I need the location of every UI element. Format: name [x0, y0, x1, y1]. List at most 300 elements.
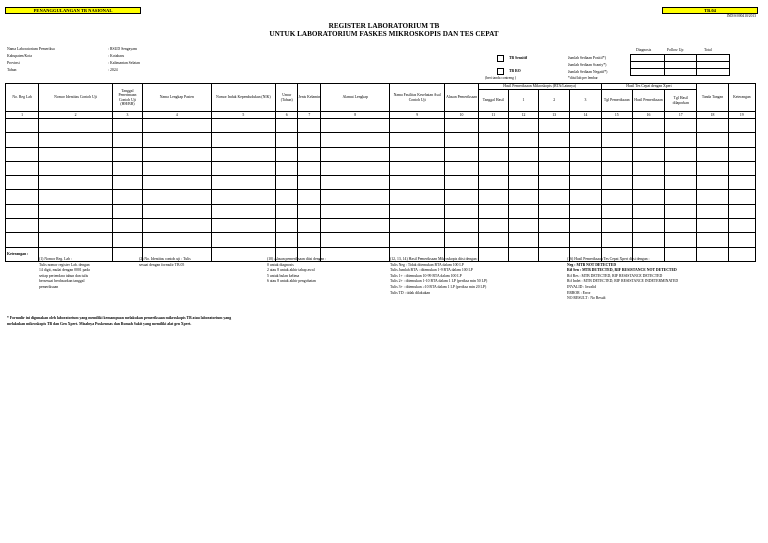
table-row	[6, 133, 756, 147]
col-num: 4	[143, 112, 212, 119]
note-line: sesuai dengan formulir TB.05	[139, 262, 185, 267]
th-no-identitas: Nomor Identitas Contoh Uji	[39, 84, 113, 112]
table-cell[interactable]	[539, 147, 570, 161]
table-cell[interactable]	[39, 147, 113, 161]
note-line: (12, 13, 14) Hasil Pemeriksaan Mikroskopis diisi dengan :	[390, 257, 479, 261]
table-cell[interactable]	[445, 176, 478, 190]
table-cell[interactable]	[632, 219, 664, 233]
table-cell[interactable]	[276, 176, 298, 190]
table-cell[interactable]	[697, 204, 728, 218]
table-cell[interactable]	[508, 176, 538, 190]
table-cell[interactable]	[697, 133, 728, 147]
count-negatif-label: Jumlah Sediaan Negatif*)	[568, 70, 608, 74]
table-cell[interactable]	[276, 219, 298, 233]
table-cell[interactable]	[389, 147, 444, 161]
table-cell[interactable]	[478, 204, 508, 218]
table-cell[interactable]	[570, 233, 601, 247]
th-group-mikroskopis: Hasil Pemeriksaan Mikroskopis (BTA/Lainnya)	[478, 84, 601, 90]
th-jenis-kelamin: Jenis Kelamin	[298, 84, 321, 112]
table-cell[interactable]	[478, 219, 508, 233]
table-cell[interactable]	[508, 247, 538, 261]
notes-col4	[390, 257, 487, 296]
table-cell[interactable]	[211, 147, 276, 161]
table-cell[interactable]	[508, 204, 538, 218]
col-num: 1	[6, 112, 39, 119]
table-row	[6, 161, 756, 175]
table-body	[6, 119, 756, 262]
table-cell[interactable]	[601, 119, 632, 133]
table-cell[interactable]	[389, 204, 444, 218]
table-cell[interactable]	[697, 247, 728, 261]
note-line: Neg : MTB NOT DETECTED	[567, 262, 617, 267]
table-cell[interactable]	[632, 133, 664, 147]
col-num: 11	[478, 112, 508, 119]
footnote-line: * Formulir ini digunakan oleh laboratorium yang memiliki kemampuan melakukan pemeriksaan mikroskopis TB atau laboratorium yang	[7, 316, 232, 320]
table-row	[6, 119, 756, 133]
table-cell[interactable]	[445, 161, 478, 175]
count-hint: *diisi/lab per lembar	[568, 76, 598, 80]
col-num: 3	[112, 112, 142, 119]
table-cell[interactable]	[539, 219, 570, 233]
table-cell[interactable]	[728, 233, 755, 247]
th-nama: Nama Lengkap Pasien	[143, 84, 212, 112]
table-cell[interactable]	[478, 233, 508, 247]
table-row	[6, 190, 756, 204]
table-cell[interactable]	[298, 133, 321, 147]
table-cell[interactable]	[665, 133, 697, 147]
table-cell[interactable]	[276, 147, 298, 161]
table-cell[interactable]	[321, 190, 390, 204]
info-lab-label: Nama Laboratorium Pemeriksa	[7, 47, 55, 51]
table-cell[interactable]	[39, 233, 113, 247]
note-line: INVALID : Invalid	[567, 284, 597, 289]
table-cell[interactable]	[39, 176, 113, 190]
table-cell[interactable]	[276, 161, 298, 175]
table-cell[interactable]	[112, 119, 142, 133]
info-tahun-label: Tahun	[7, 68, 17, 72]
table-cell[interactable]	[728, 147, 755, 161]
table-cell[interactable]	[143, 176, 212, 190]
table-cell[interactable]	[143, 119, 212, 133]
table-cell[interactable]	[539, 204, 570, 218]
table-cell[interactable]	[570, 176, 601, 190]
program-label: PENANGGULANGAN TB NASIONAL	[5, 7, 141, 14]
table-cell[interactable]	[112, 147, 142, 161]
table-cell[interactable]	[697, 233, 728, 247]
th-m1: 1	[508, 90, 538, 112]
table-cell[interactable]	[39, 190, 113, 204]
table-cell[interactable]	[298, 190, 321, 204]
table-cell[interactable]	[6, 176, 39, 190]
table-cell[interactable]	[39, 133, 113, 147]
table-cell[interactable]	[697, 219, 728, 233]
table-cell[interactable]	[389, 133, 444, 147]
table-cell[interactable]	[728, 161, 755, 175]
table-cell[interactable]	[211, 204, 276, 218]
col-num: 17	[665, 112, 697, 119]
table-cell[interactable]	[601, 161, 632, 175]
form-code: TB.04	[662, 7, 758, 14]
table-cell[interactable]	[508, 219, 538, 233]
table-cell[interactable]	[508, 133, 538, 147]
info-kab-text: Kotabaru	[110, 54, 125, 58]
table-cell[interactable]	[389, 233, 444, 247]
table-row	[6, 204, 756, 218]
table-cell[interactable]	[632, 119, 664, 133]
table-cell[interactable]	[389, 176, 444, 190]
table-cell[interactable]	[478, 190, 508, 204]
table-cell[interactable]	[665, 161, 697, 175]
table-cell[interactable]	[112, 204, 142, 218]
col-num: 14	[570, 112, 601, 119]
table-cell[interactable]	[478, 161, 508, 175]
table-cell[interactable]	[143, 161, 212, 175]
table-cell[interactable]	[445, 219, 478, 233]
th-tanda-tangan: Tanda Tangan	[697, 84, 728, 112]
count-scanty-label: Jumlah Sediaan Scanty*)	[568, 63, 607, 67]
table-cell[interactable]	[6, 161, 39, 175]
table-cell[interactable]	[570, 161, 601, 175]
tb-sensitif-label: TB Sensitif	[509, 56, 528, 60]
table-cell[interactable]	[143, 233, 212, 247]
info-prov-label: Provinsi	[7, 61, 20, 65]
table-cell[interactable]	[276, 190, 298, 204]
table-cell[interactable]	[478, 147, 508, 161]
col-num: 12	[508, 112, 538, 119]
table-cell[interactable]	[321, 247, 390, 261]
table-cell[interactable]	[539, 119, 570, 133]
table-cell[interactable]	[728, 247, 755, 261]
note-line: Tulis 2+ : ditemukan 1-10 BTA dalam 1 LP (periksa min 50 LP)	[390, 279, 488, 284]
note-line: 0 untuk diagnosis	[267, 262, 294, 267]
col-total-label: Total	[704, 48, 712, 52]
info-lab-value: : RSUD Sengayam	[108, 47, 137, 51]
table-cell[interactable]	[508, 190, 538, 204]
table-cell[interactable]	[601, 176, 632, 190]
table-cell[interactable]	[143, 204, 212, 218]
table-cell[interactable]	[6, 147, 39, 161]
th-tgl-dilaporkan: Tgl Hasil dilaporkan	[665, 90, 697, 112]
table-cell[interactable]	[601, 133, 632, 147]
th-hasil-pemeriksaan: Hasil Pemeriksaan	[632, 90, 664, 112]
page-title: REGISTER LABORATORIUM TB	[328, 22, 440, 30]
table-cell[interactable]	[143, 147, 212, 161]
table-cell[interactable]	[211, 190, 276, 204]
table-cell[interactable]	[321, 219, 390, 233]
note-line: (16) Hasil Pemeriksaan Tes Cepat Xpert diisi dengan :	[567, 257, 650, 261]
table-row	[6, 147, 756, 161]
note-line: 14 digit, mulai dengan 0001 pada	[39, 268, 90, 273]
page-subtitle: UNTUK LABORATORIUM FASKES MIKROSKOPIS DAN TES CEPAT	[269, 30, 499, 38]
table-cell[interactable]	[539, 247, 570, 261]
table-cell[interactable]	[143, 190, 212, 204]
table-cell[interactable]	[665, 233, 697, 247]
notes-col3	[267, 257, 326, 285]
table-cell[interactable]	[389, 161, 444, 175]
table-row	[6, 233, 756, 247]
table-cell[interactable]	[112, 190, 142, 204]
table-cell[interactable]	[539, 190, 570, 204]
footnote	[7, 315, 231, 327]
table-cell[interactable]	[6, 233, 39, 247]
table-cell[interactable]	[508, 161, 538, 175]
table-cell[interactable]	[697, 147, 728, 161]
note-line: Tulis 1+ : ditemukan 10-99 BTA dalam 100 LP	[390, 273, 462, 278]
table-cell[interactable]	[321, 204, 390, 218]
note-line: bersesuai berdasarkan tanggal	[39, 279, 85, 284]
th-keterangan: Keterangan	[728, 84, 755, 112]
table-cell[interactable]	[276, 233, 298, 247]
table-cell[interactable]	[211, 119, 276, 133]
note-line: 6 atau 8 untuk akhir pengobatan	[267, 279, 316, 284]
table-cell[interactable]	[39, 204, 113, 218]
table-cell[interactable]	[539, 133, 570, 147]
note-line: Tulis Neg : Tidak ditemukan BTA dalam 100 LP	[390, 262, 464, 267]
th-tgl-pemeriksaan: Tgl Pemeriksaan	[601, 90, 632, 112]
table-cell[interactable]	[728, 219, 755, 233]
th-m2: 2	[539, 90, 570, 112]
table-cell[interactable]	[665, 176, 697, 190]
table-cell[interactable]	[6, 133, 39, 147]
note-line: (2) No. Identitas contoh uji : Tulis	[139, 257, 191, 261]
table-cell[interactable]	[298, 204, 321, 218]
table-cell[interactable]	[321, 233, 390, 247]
table-cell[interactable]	[728, 133, 755, 147]
table-cell[interactable]	[6, 119, 39, 133]
info-lab-text: RSUD Sengayam	[110, 47, 137, 51]
table-cell[interactable]	[276, 204, 298, 218]
col-num: 10	[445, 112, 478, 119]
col-num: 8	[321, 112, 390, 119]
note-line: 5 untuk bulan kelima	[267, 273, 300, 278]
th-nik: Nomor Induk Kependudukan (NIK)	[211, 84, 276, 112]
table-cell[interactable]	[478, 133, 508, 147]
info-prov-value: : Kalimantan Selatan	[108, 61, 140, 65]
table-cell[interactable]	[601, 190, 632, 204]
note-line: (10) Alasan pemeriksaan diisi dengan :	[267, 257, 327, 261]
col-num: 2	[39, 112, 113, 119]
table-cell[interactable]	[445, 190, 478, 204]
tb-ro-label: TB RO	[509, 69, 521, 73]
note-line: pemeriksaan	[39, 284, 59, 289]
table-cell[interactable]	[478, 176, 508, 190]
table-cell[interactable]	[211, 233, 276, 247]
info-kab-value: : Kotabaru	[108, 54, 125, 58]
table-cell[interactable]	[478, 119, 508, 133]
col-followup-label: Follow Up	[667, 48, 684, 52]
th-group-xpert: Hasil Tes Cepat dengan Xpert	[601, 84, 697, 90]
th-tgl-hasil: Tanggal Hasil	[478, 90, 508, 112]
table-cell[interactable]	[601, 204, 632, 218]
table-cell[interactable]	[539, 176, 570, 190]
table-cell[interactable]	[570, 119, 601, 133]
table-cell[interactable]	[211, 176, 276, 190]
table-cell[interactable]	[632, 190, 664, 204]
th-alamat: Alamat Lengkap	[321, 84, 390, 112]
table-cell[interactable]	[276, 119, 298, 133]
table-row	[6, 219, 756, 233]
table-cell[interactable]	[389, 190, 444, 204]
note-line: Tulis nomor register Lab. dengan	[39, 262, 90, 267]
table-cell[interactable]	[632, 233, 664, 247]
table-cell[interactable]	[445, 204, 478, 218]
info-tahun-text: 2024	[110, 68, 118, 72]
note-line: Tulis Jumlah BTA : ditemukan 1-9 BTA dalam 100 LP	[390, 268, 473, 273]
register-table	[5, 83, 756, 262]
th-faskes-asal: Nama Fasilitas Kesehatan Asal Contoh Uji	[389, 84, 444, 112]
count-grid-line	[696, 54, 697, 76]
table-cell[interactable]	[632, 147, 664, 161]
notes-col5	[567, 257, 678, 302]
table-cell[interactable]	[697, 176, 728, 190]
table-cell[interactable]	[211, 219, 276, 233]
table-cell[interactable]	[508, 119, 538, 133]
th-m3: 3	[570, 90, 601, 112]
count-grid-line	[664, 54, 665, 76]
info-kab-label: Kabupaten/Kota	[7, 54, 32, 58]
th-umur: Umur (Tahun)	[276, 84, 298, 112]
table-cell[interactable]	[697, 119, 728, 133]
table-cell[interactable]	[321, 147, 390, 161]
table-cell[interactable]	[112, 233, 142, 247]
table-cell[interactable]	[728, 204, 755, 218]
note-line: Tulis TD : tidak dilakukan	[390, 290, 431, 295]
note-line: NO RESULT : No Result	[567, 296, 606, 301]
table-cell[interactable]	[39, 219, 113, 233]
th-tgl-penerimaan: Tanggal Penerimaan Contoh Uji (HH/BB)	[112, 84, 142, 112]
table-cell[interactable]	[276, 133, 298, 147]
footnote-line: melakukan mikroskopis TB dan Gen Xpert. Misalnya Puskesmas dan Rumah Sakit yang memiliki alat gen Xpert.	[7, 322, 192, 326]
col-num: 19	[728, 112, 755, 119]
table-cell[interactable]	[632, 176, 664, 190]
table-cell[interactable]	[570, 133, 601, 147]
table-cell[interactable]	[445, 233, 478, 247]
table-cell[interactable]	[112, 219, 142, 233]
table-cell[interactable]	[665, 219, 697, 233]
count-grid-line	[630, 68, 730, 69]
table-cell[interactable]	[298, 119, 321, 133]
column-number-row	[6, 112, 756, 119]
table-cell[interactable]	[728, 176, 755, 190]
table-cell[interactable]	[298, 219, 321, 233]
table-cell[interactable]	[112, 133, 142, 147]
table-cell[interactable]	[445, 147, 478, 161]
table-cell[interactable]	[665, 190, 697, 204]
info-prov-text: Kalimantan Selatan	[110, 61, 140, 65]
note-line: Rif Indet : MTB DETECTED, RIF RESISTANCE INDETERMINATED	[567, 279, 679, 284]
table-cell[interactable]	[728, 190, 755, 204]
table-cell[interactable]	[697, 190, 728, 204]
col-num: 15	[601, 112, 632, 119]
count-grid	[630, 54, 730, 76]
th-no-reg-lab: No. Reg Lab	[6, 84, 39, 112]
table-cell[interactable]	[298, 233, 321, 247]
table-cell[interactable]	[321, 161, 390, 175]
col-num: 6	[276, 112, 298, 119]
table-cell[interactable]	[632, 204, 664, 218]
table-cell[interactable]	[445, 133, 478, 147]
table-cell[interactable]	[389, 119, 444, 133]
table-cell[interactable]	[143, 219, 212, 233]
col-num: 16	[632, 112, 664, 119]
table-cell[interactable]	[508, 233, 538, 247]
table-cell[interactable]	[321, 119, 390, 133]
table-cell[interactable]	[143, 133, 212, 147]
table-cell[interactable]	[601, 233, 632, 247]
note-line: Rif Res : MTB DETECTED, RIF RESISTANCE DETECTED	[567, 273, 663, 278]
checkbox-hint: (beri tanda contreng )	[485, 76, 517, 80]
th-alasan: Alasan Pemeriksaan	[445, 84, 478, 112]
table-cell[interactable]	[665, 119, 697, 133]
doc-number: IND/S/000410/2013	[726, 14, 756, 18]
table-row	[6, 176, 756, 190]
note-line: (1) Nomor Reg. Lab :	[39, 257, 73, 261]
col-num: 9	[389, 112, 444, 119]
table-cell[interactable]	[211, 133, 276, 147]
table-cell[interactable]	[728, 119, 755, 133]
col-num: 18	[697, 112, 728, 119]
col-diagnosis-label: Diagnosis	[636, 48, 652, 52]
tb-sensitif-checkbox[interactable]	[497, 55, 504, 62]
table-cell[interactable]	[570, 190, 601, 204]
col-num: 7	[298, 112, 321, 119]
note-line: 2 atau 8 untuk akhir tahap awal	[267, 268, 315, 273]
table-cell[interactable]	[298, 147, 321, 161]
table-cell[interactable]	[601, 219, 632, 233]
table-cell[interactable]	[665, 204, 697, 218]
table-cell[interactable]	[570, 147, 601, 161]
table-cell[interactable]	[570, 204, 601, 218]
note-line: Tulis 3+ : ditemukan ≥10 BTA dalam 1 LP (periksa min 20 LP)	[390, 284, 487, 289]
count-grid-line	[630, 61, 730, 62]
col-num: 5	[211, 112, 276, 119]
note-line: setiap pertendara tahun dan tulis	[39, 273, 89, 278]
table-cell[interactable]	[665, 147, 697, 161]
info-tahun-value: : 2024	[108, 68, 118, 72]
table-cell[interactable]	[389, 219, 444, 233]
table-cell[interactable]	[298, 176, 321, 190]
table-cell[interactable]	[211, 161, 276, 175]
table-cell[interactable]	[508, 147, 538, 161]
table-cell[interactable]	[112, 176, 142, 190]
table-cell[interactable]	[539, 161, 570, 175]
note-line: ERROR : Error	[567, 290, 591, 295]
table-cell[interactable]	[39, 119, 113, 133]
table-cell[interactable]	[298, 161, 321, 175]
notes-heading: Keterangan :	[7, 252, 29, 256]
note-line: Rif Sen : MTB DETECTED, RIF RESISTANCE NOT DETECTED	[567, 268, 677, 273]
table-cell[interactable]	[321, 133, 390, 147]
table-cell[interactable]	[445, 119, 478, 133]
table-cell[interactable]	[570, 219, 601, 233]
table-cell[interactable]	[6, 190, 39, 204]
notes-col1	[39, 257, 90, 291]
tb-ro-checkbox[interactable]	[497, 68, 504, 75]
table-cell[interactable]	[697, 161, 728, 175]
table-cell[interactable]	[39, 161, 113, 175]
count-positif-label: Jumlah Sediaan Positif*)	[568, 56, 606, 60]
table-cell[interactable]	[601, 147, 632, 161]
col-num: 13	[539, 112, 570, 119]
table-cell[interactable]	[321, 176, 390, 190]
table-cell[interactable]	[632, 161, 664, 175]
notes-col2	[139, 257, 191, 268]
table-cell[interactable]	[6, 219, 39, 233]
table-cell[interactable]	[539, 233, 570, 247]
table-cell[interactable]	[112, 161, 142, 175]
table-cell[interactable]	[6, 204, 39, 218]
table-cell[interactable]	[211, 247, 276, 261]
